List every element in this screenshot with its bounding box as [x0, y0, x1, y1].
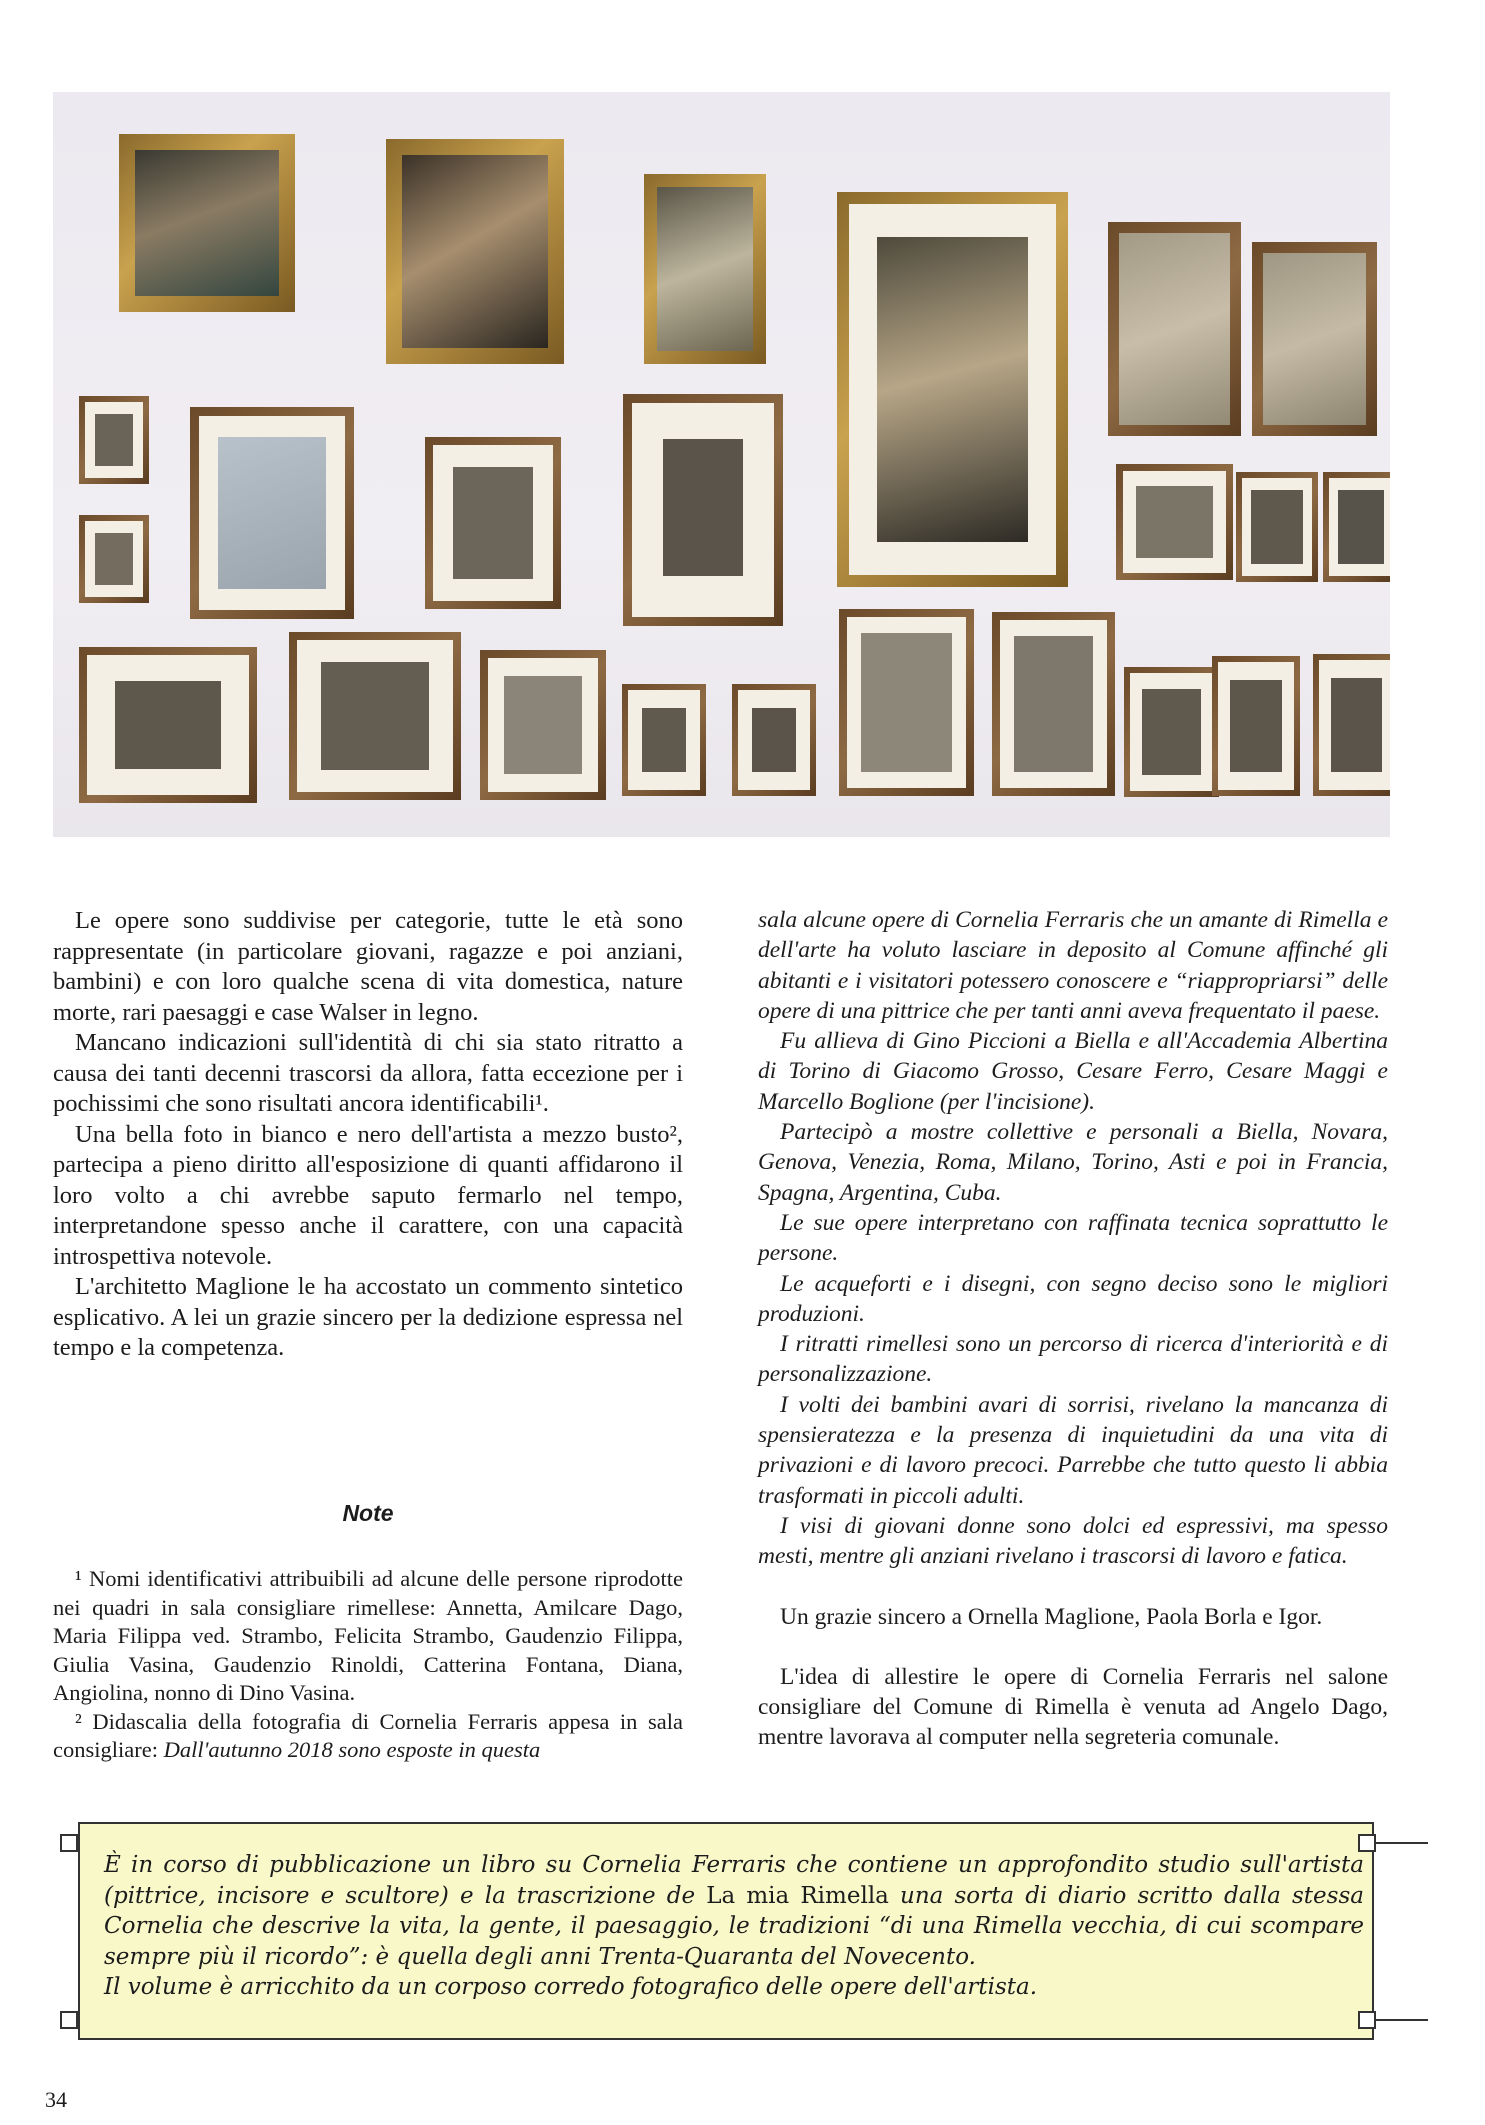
- framed-etching: [1116, 464, 1233, 580]
- announcement-line: [104, 1850, 1364, 1972]
- footnote-2-text: ² Didascalia della fotografia di Cornelia Ferraris appesa in sala consigliare:: [53, 1708, 683, 1762]
- announcement-line-2: Il volume è arricchito da un corposo corredo fotografico delle opere dell'artista.: [104, 1974, 1038, 2000]
- framed-etching: [839, 609, 974, 796]
- paragraph: Partecipò a mostre collettive e personali a Biella, Novara, Genova, Venezia, Roma, Milano, Torino, Asti e poi in Francia, Spagna, Argentina, Cuba.: [758, 1119, 1388, 1206]
- paragraph: sala alcune opere di Cornelia Ferraris che un amante di Rimella e dell'arte ha voluto lasciare in deposito al Comune affinché gli abitanti e i visitatori potessero conoscere e “riappropriarsi” delle opere di una pittrice che per tanti anni aveva frequentato il paese.: [758, 907, 1388, 1024]
- framed-etching: [1313, 654, 1390, 796]
- left-column: [53, 906, 683, 1364]
- notes: [53, 1565, 683, 1765]
- framed-drawing: [1252, 242, 1377, 436]
- paragraph: I volti dei bambini avari di sorrisi, rivelano la mancanza di spensieratezza e la presenza di inquietudini da una vita di privazioni e di lavoro precoci. Parrebbe che tutto questo li abbia trasformati in piccoli adulti.: [758, 1391, 1388, 1509]
- announcement-part2: una sorta di diario scritto dalla stessa Cornelia che descrive la vita, la gente, il paesaggio, le tradizioni “di una Rimella vecchia, di cui scompare sempre più il ricordo”: è quella degli anni Trenta-Quaranta del Novecento.: [104, 1882, 1364, 1970]
- framed-etching: [623, 394, 783, 626]
- corner-ornament: [60, 2011, 78, 2029]
- framed-etching: [1212, 656, 1300, 796]
- notes-heading: Note: [342, 1500, 394, 1526]
- framed-etching: [79, 515, 149, 603]
- footnote-1: ¹ Nomi identificativi attribuibili ad alcune delle persone riprodotte nei quadri in sala consigliare rimellese: Annetta, Amilcare Dago, Maria Filippa ved. Strambo, Felicita Strambo, Gaudenzio Filippa, Giulia Vasina, Gaudenzio Rinoldi, Catterina Fontana, Diana, Angiolina, nonno di Dino Vasina.: [53, 1566, 683, 1705]
- paragraph: L'architetto Maglione le ha accostato un commento sintetico esplicativo. A lei un grazie sincero per la dedizione espressa nel tempo e la competenza.: [53, 1273, 683, 1361]
- framed-etching: [1236, 472, 1318, 582]
- paragraph: I ritratti rimellesi sono un percorso di ricerca d'interiorità e di personalizzazione.: [758, 1331, 1388, 1388]
- corner-ornament: [1358, 2011, 1376, 2029]
- paragraph: I visi di giovani donne sono dolci ed espressivi, ma spesso mesti, mentre gli anziani rivelano i trascorsi di lavoro e fatica.: [758, 1512, 1388, 1570]
- footnote-2-caption: Dall'autunno 2018 sono esposte in questa: [163, 1737, 541, 1762]
- announcement-text: [104, 1850, 1364, 2003]
- framed-etching: [190, 407, 354, 619]
- framed-drawing: [1108, 222, 1241, 436]
- paragraph: Le acqueforti e i disegni, con segno deciso sono le migliori produzioni.: [758, 1270, 1388, 1327]
- framed-etching: [79, 647, 257, 803]
- framed-etching: [289, 632, 461, 800]
- paragraph: Le opere sono suddivise per categorie, tutte le età sono rappresentate (in particolare giovani, ragazze e poi anziani, bambini) e con loro qualche scena di vita domestica, nature morte, rari paesaggi e case Walser in legno.: [53, 907, 683, 1026]
- framed-etching: [79, 396, 149, 484]
- corner-ornament: [60, 1834, 78, 1852]
- thanks-paragraph: Un grazie sincero a Ornella Maglione, Paola Borla e Igor.: [780, 1603, 1323, 1630]
- framed-portrait: [386, 139, 564, 364]
- framed-portrait: [119, 134, 295, 312]
- framed-etching: [480, 650, 606, 800]
- gallery-wall-photo: [53, 92, 1390, 837]
- footnote-2: [53, 1708, 683, 1765]
- idea-paragraph: L'idea di allestire le opere di Cornelia Ferraris nel salone consigliare del Comune di Rimella è venuta ad Angelo Dago, mentre lavorava al computer nella segreteria comunale.: [758, 1663, 1388, 1751]
- paragraph: Le sue opere interpretano con raffinata tecnica soprattutto le persone.: [758, 1209, 1388, 1267]
- right-column: [758, 905, 1388, 1753]
- framed-portrait: [644, 174, 766, 364]
- framed-etching: [992, 612, 1115, 796]
- paragraph: Fu allieva di Gino Piccioni a Biella e all'Accademia Albertina di Torino di Giacomo Grosso, Cesare Ferro, Cesare Maggi e Marcello Boglione (per l'incisione).: [758, 1028, 1388, 1115]
- framed-portrait: [837, 192, 1068, 587]
- framed-etching: [732, 684, 816, 796]
- paragraph: Una bella foto in bianco e nero dell'artista a mezzo busto², partecipa a pieno diritto all'esposizione di quanti affidarono il loro volto a chi avrebbe saputo fermarlo nel tempo, interpretandone spesso anche il carattere, con una capacità introspettiva notevole.: [53, 1120, 683, 1270]
- framed-etching: [1124, 667, 1219, 797]
- announcement-part1: È in corso di pubblicazione un libro su Cornelia Ferraris che contiene un approfondito studio sull'artista (pittrice, incisore e scultore) e la trascrizione de: [104, 1852, 1364, 1909]
- framed-etching: [622, 684, 706, 796]
- page-number: 34: [45, 2087, 67, 2112]
- framed-etching: [425, 437, 561, 609]
- book-title: La mia Rimella: [706, 1882, 889, 1909]
- paragraph: Mancano indicazioni sull'identità di chi sia stato ritratto a causa dei tanti decenni trascorsi da allora, fatta eccezione per i pochissimi che sono risultati ancora identificabili¹.: [53, 1029, 683, 1117]
- framed-etching: [1323, 472, 1390, 582]
